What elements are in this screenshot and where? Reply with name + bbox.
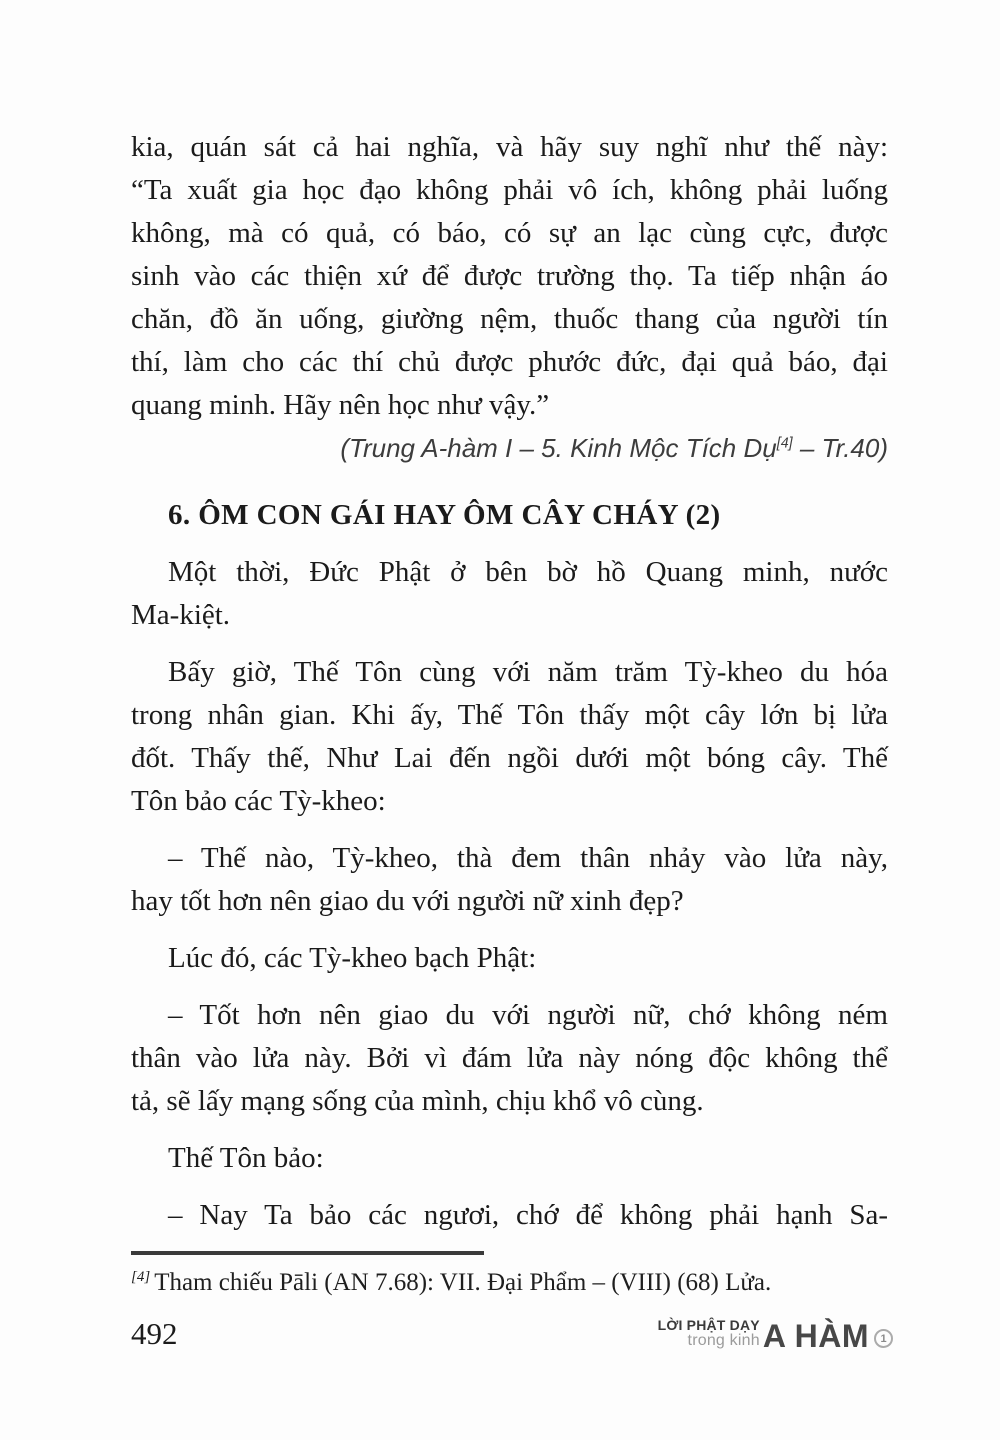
paragraph (131, 937, 888, 980)
paragraph (131, 1194, 888, 1237)
footnote-reference-marker: [4] (776, 435, 793, 452)
paragraph (131, 837, 888, 923)
paragraph (131, 551, 888, 637)
text-line: Lúc đó, các Tỳ-kheo bạch Phật: (168, 942, 537, 974)
text-line: thân vào lửa này. Bởi vì đám lửa này nóng độc không thể (131, 1042, 888, 1074)
text-line: Bấy giờ, Thế Tôn cùng với năm trăm Tỳ-kheo du hóa (168, 656, 888, 688)
text-line: không, mà có quả, có báo, có sự an lạc cùng cực, được (131, 217, 888, 249)
text-line: chăn, đồ ăn uống, giường nệm, thuốc thang của người tín (131, 303, 888, 335)
text-line: – Nay Ta bảo các ngươi, chớ để không phải hạnh Sa- (168, 1199, 888, 1231)
citation-line (131, 427, 888, 470)
text-line: Ma-kiệt. (131, 599, 231, 631)
logo-title-text: LỜI PHẬT DẠY (657, 1317, 760, 1333)
page-number: 492 (131, 1316, 178, 1351)
text-line: tả, sẽ lấy mạng sống của mình, chịu khổ vô cùng. (131, 1085, 704, 1117)
paragraph (131, 651, 888, 823)
paragraph (131, 126, 888, 427)
text-line: trong nhân gian. Khi ấy, Thế Tôn thấy một cây lớn bị lửa (131, 699, 888, 731)
footnote-divider (131, 1251, 484, 1255)
publisher-logo (657, 1317, 893, 1354)
page-body (131, 126, 888, 1301)
text-line: quang minh. Hãy nên học như vậy.” (131, 389, 550, 421)
citation-text: (Trung A-hàm I – 5. Kinh Mộc Tích Dụ (340, 433, 777, 463)
citation-text: – Tr.40) (792, 433, 888, 463)
text-line: kia, quán sát cả hai nghĩa, và hãy suy nghĩ như thế này: (131, 131, 888, 163)
paragraph (131, 1137, 888, 1180)
text-line: hay tốt hơn nên giao du với người nữ xinh đẹp? (131, 885, 684, 917)
text-line: Tôn bảo các Tỳ-kheo: (131, 785, 386, 817)
text-line: “Ta xuất gia học đạo không phải vô ích, không phải luống (131, 174, 888, 206)
footnote-marker: [4] (131, 1268, 151, 1285)
text-line: Một thời, Đức Phật ở bên bờ hồ Quang minh, nước (168, 556, 888, 588)
text-line: – Tốt hơn nên giao du với người nữ, chớ không ném (168, 999, 888, 1031)
paragraph (131, 994, 888, 1123)
text-line: đốt. Thấy thế, Như Lai đến ngồi dưới một bóng cây. Thế (131, 742, 888, 774)
page-footer (131, 1316, 893, 1354)
text-line: thí, làm cho các thí chủ được phước đức, đại quả báo, đại (131, 346, 888, 378)
logo-subtitle-text: trong kinh (687, 1332, 760, 1349)
footnote-text: Tham chiếu Pāli (AN 7.68): VII. Đại Phẩm – (VIII) (68) Lửa. (154, 1269, 772, 1296)
logo-subtitle-block (658, 1318, 760, 1349)
section-heading: 6. ÔM CON GÁI HAY ÔM CÂY CHÁY (2) (168, 499, 721, 531)
logo-brand-text: A HÀM (762, 1317, 869, 1354)
text-line: – Thế nào, Tỳ-kheo, thà đem thân nhảy vào lửa này, (168, 842, 888, 874)
text-line: sinh vào các thiện xứ để được trường thọ. Ta tiếp nhận áo (131, 260, 888, 292)
text-line: Thế Tôn bảo: (168, 1142, 324, 1174)
footnote (131, 1265, 888, 1301)
volume-badge: 1 (874, 1329, 893, 1348)
